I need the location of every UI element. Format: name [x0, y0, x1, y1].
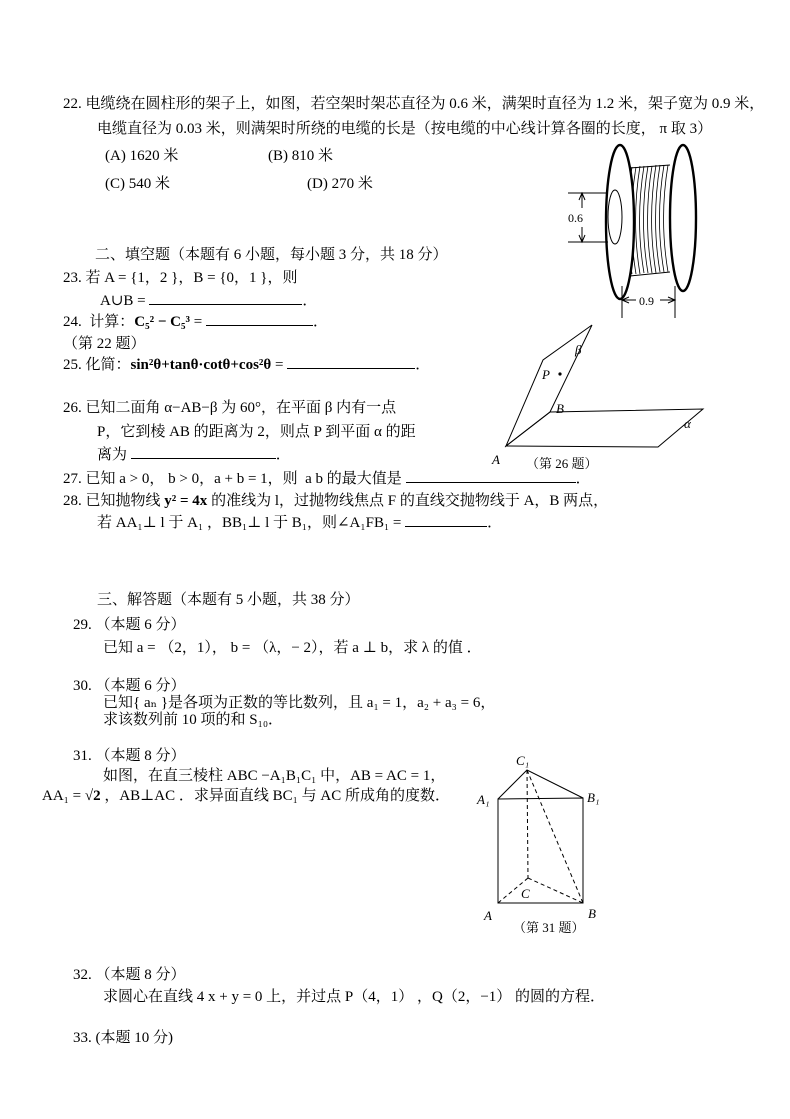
section-fill-in-heading: 二、填空题（本题有 6 小题，每小题 3 分，共 18 分） — [95, 247, 448, 263]
question-31-line-2: 如图，在直三棱柱 ABC −A₁B₁C₁ 中，AB = AC = 1， — [103, 768, 446, 784]
q31-stem-2: ，AB⊥AC ．求异面直线 BC₁ 与 AC 所成角的度数． — [100, 788, 450, 804]
q28-stem-1: 28. 已知抛物线 — [63, 493, 165, 509]
q25-equals: = — [271, 357, 288, 373]
dihedral-angle-figure — [480, 318, 730, 470]
spool-left-flange — [606, 145, 634, 299]
p-label: P — [542, 367, 550, 382]
q25-period: ． — [415, 357, 431, 373]
question-25-line — [63, 356, 430, 374]
spool-right-flange — [670, 145, 696, 291]
spool-width-label: 0.9 — [639, 294, 654, 308]
prism-edge-c1c — [527, 770, 528, 878]
q25-formula: sin²θ+tanθ·cotθ+cos²θ — [130, 357, 272, 373]
question-26-line-1: 26. 已知二面角 α−AB−β 为 60°，在平面 β 内有一点 — [63, 400, 397, 416]
q25-answer-blank — [287, 356, 415, 369]
question-26-line-2: P，它到棱 AB 的距离为 2，则点 P 到平面 α 的距 — [97, 424, 416, 440]
a-label: A — [492, 452, 500, 467]
a-label: A — [484, 908, 492, 923]
q26-answer-blank — [131, 446, 276, 459]
question-32-line-1: 32. （本题 8 分） — [73, 967, 186, 983]
q24-formula: C₅² − C₅³ — [134, 314, 190, 330]
section-answer-heading: 三、解答题（本题有 5 小题，共 38 分） — [97, 592, 360, 608]
plane-alpha — [506, 409, 703, 447]
q28-period: ． — [487, 515, 503, 531]
alpha-label: α — [684, 416, 691, 431]
q28-formula: y² = 4x — [164, 493, 208, 509]
question-28-line-2 — [97, 514, 502, 532]
q27-answer-blank — [406, 470, 576, 483]
q28-answer-blank — [405, 514, 487, 527]
q31-sqrt: √2 — [84, 788, 101, 804]
question-30-line-3: 求该数列前 10 项的和 S₁₀． — [103, 712, 284, 728]
c-label: C — [521, 886, 530, 901]
point-p-dot — [558, 372, 561, 375]
spool-core-diameter-label: 0.6 — [568, 211, 583, 225]
q27-period: ． — [575, 471, 591, 487]
question-23-line-1: 23. 若 A = {1，2 }，B = {0，1 }，则 — [63, 270, 298, 286]
spool-figure — [558, 128, 790, 326]
q24-period: ． — [312, 314, 328, 330]
prism-diagonal-c1b — [527, 770, 583, 903]
question-31-line-1: 31. （本题 8 分） — [73, 748, 186, 764]
c1-label: C₁ — [516, 753, 530, 768]
question-29-line-1: 29. （本题 6 分） — [73, 617, 186, 633]
q25-stem: 25. 化简： — [63, 357, 131, 373]
question-31-line-3 — [42, 787, 450, 805]
question-22-option-d: (D) 270 米 — [307, 176, 373, 192]
question-30-line-1: 30. （本题 6 分） — [73, 678, 186, 694]
question-22-option-b: (B) 810 米 — [268, 148, 333, 164]
question-29-line-2: 已知 a = （2，1）， b = （λ，− 2），若 a ⊥ b，求 λ 的值 ． — [103, 640, 482, 656]
question-33-line-1: 33. (本题 10 分) — [73, 1030, 173, 1046]
question-26-line-3 — [97, 446, 291, 464]
q23-stem: A∪B = — [100, 293, 150, 309]
q24-equals: = — [189, 314, 206, 330]
b-label: B — [588, 906, 596, 921]
beta-label: β — [575, 342, 582, 357]
q28-stem-2: 的准线为 l，过抛物线焦点 F 的直线交抛物线于 A，B 两点， — [207, 493, 609, 509]
question-24-line — [63, 313, 328, 331]
prism-figure — [468, 746, 618, 938]
prism-top-face — [498, 770, 583, 799]
q24-answer-blank — [206, 313, 313, 326]
q26-stem: 离为 — [97, 447, 131, 463]
question-22-line-1: 22. 电缆绕在圆柱形的架子上，如图，若空架时架芯直径为 0.6 米，满架时直径为 1.2 米，架子宽为 0.9 米， — [63, 96, 765, 112]
a1-label: A₁ — [477, 792, 490, 807]
q24-stem: 24. 计算： — [63, 314, 135, 330]
question-22-option-a: (A) 1620 米 — [105, 148, 179, 164]
q26-period: ． — [275, 447, 291, 463]
q27-stem: 27. 已知 a > 0， b > 0，a + b = 1，则 a b 的最大值是 — [63, 471, 406, 487]
b1-label: B₁ — [587, 790, 600, 805]
question-28-line-1 — [63, 492, 608, 510]
question-22-line-2: 电缆直径为 0.03 米，则满架时所绕的电缆的长是（按电缆的中心线计算各圈的长度， π 取 3） — [97, 121, 713, 137]
question-30-line-2: 已知{ aₙ }是各项为正数的等比数列，且 a₁ = 1，a₂ + a₃ = 6， — [103, 695, 496, 711]
figure-31-caption: （第 31 题） — [513, 920, 585, 935]
question-22-option-c: (C) 540 米 — [105, 176, 170, 192]
prism-edge-cb — [528, 878, 583, 903]
q31-stem-1: AA₁ = — [42, 788, 85, 804]
figure-22-caption: （第 22 题） — [63, 336, 146, 352]
question-27-line — [63, 470, 591, 488]
figure-26-caption: （第 26 题） — [526, 456, 598, 470]
b-label: B — [556, 401, 564, 416]
q23-period: ． — [302, 293, 318, 309]
q23-answer-blank — [149, 292, 302, 305]
question-32-line-2: 求圆心在直线 4 x + y = 0 上，并过点 P（4，1） ，Q（2，−1） 的圆的方程． — [103, 989, 606, 1005]
q28-stem-3: 若 AA₁⊥ l 于 A₁ ，BB₁⊥ l 于 B₁，则∠A₁FB₁ = — [97, 515, 406, 531]
prism-front-face — [498, 798, 583, 903]
question-23-line-2 — [100, 292, 317, 310]
